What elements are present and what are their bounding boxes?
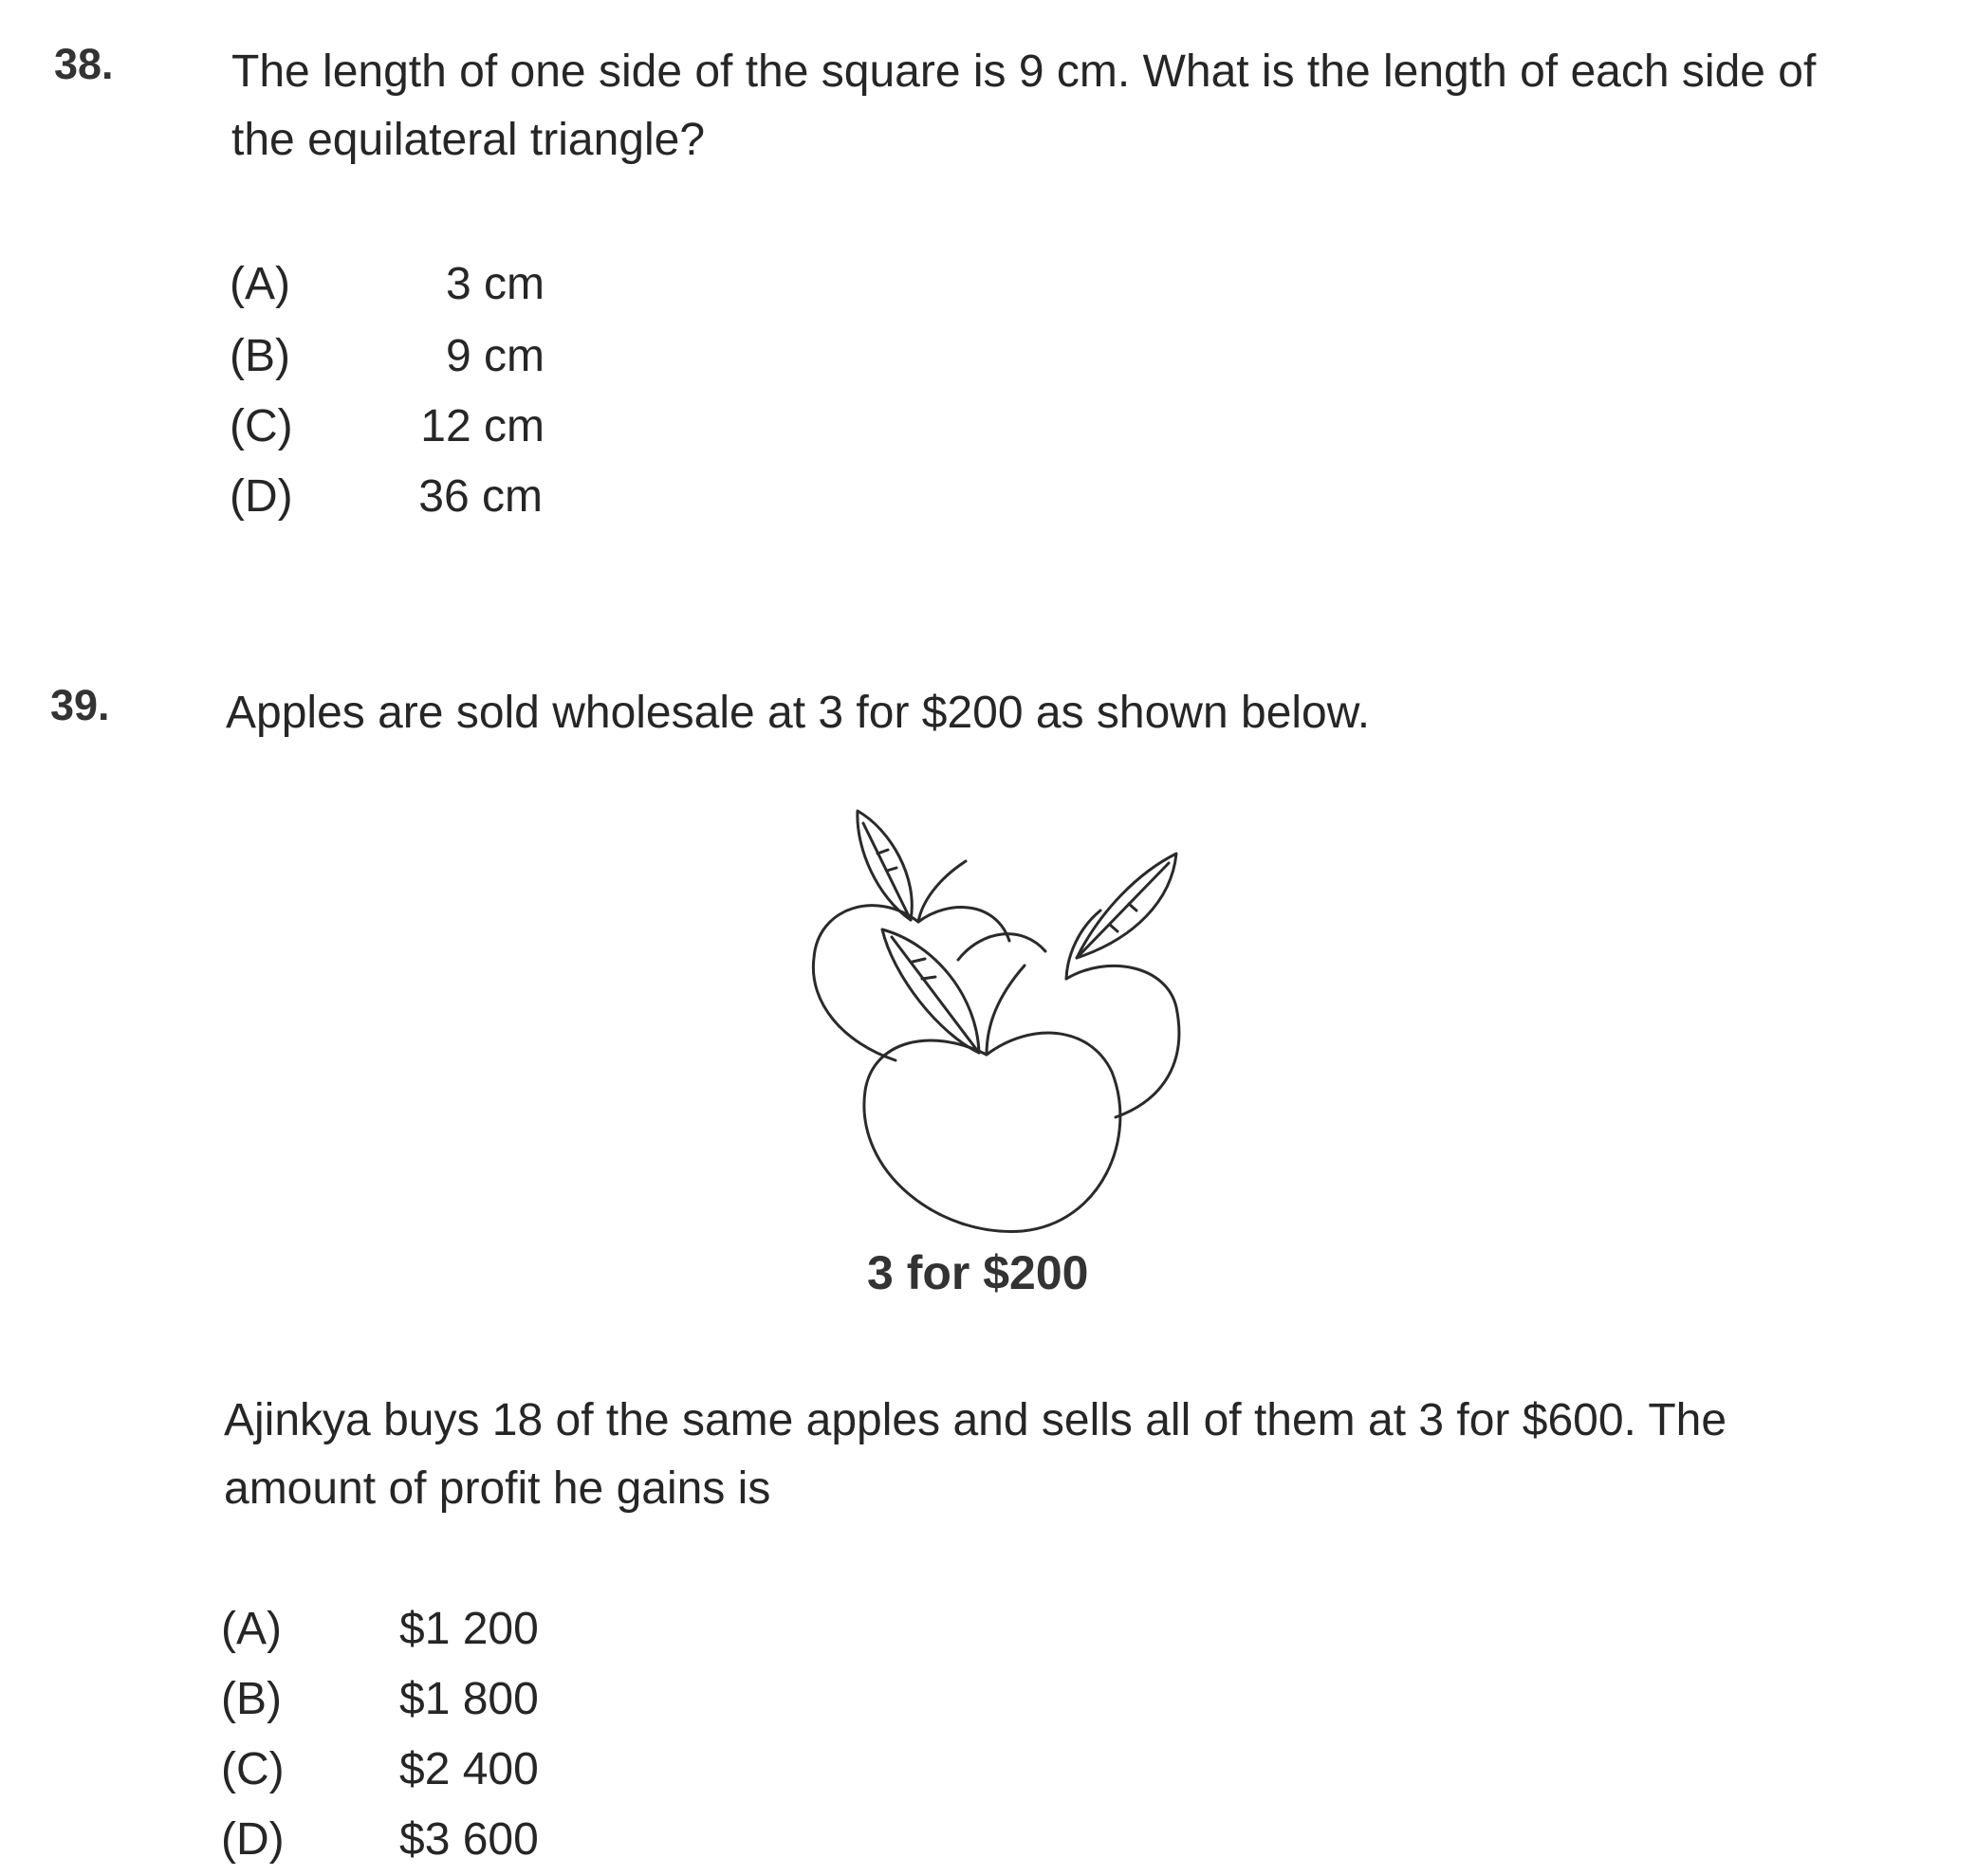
question-number: 39.: [50, 681, 110, 729]
illustration-caption: 3 for $200: [867, 1246, 1089, 1299]
option-d[interactable]: [230, 471, 552, 522]
option-letter: (A): [221, 1604, 282, 1654]
option-letter: (C): [221, 1744, 285, 1794]
apple-back-left: [813, 906, 918, 1060]
option-letter: (B): [230, 331, 290, 381]
option-value: 36 cm: [418, 471, 543, 522]
stem-left: [918, 861, 966, 922]
apple-back-right: [958, 934, 1045, 960]
apple-front: [864, 1033, 1120, 1231]
option-letter: (A): [230, 259, 290, 309]
option-c[interactable]: [230, 401, 552, 451]
question-text-line-1: The length of one side of the square is 9 cm. What is the length of each side of: [231, 46, 1817, 97]
option-c[interactable]: [221, 1744, 563, 1794]
option-letter: (D): [221, 1814, 285, 1865]
option-value: $1 200: [399, 1604, 539, 1654]
option-b[interactable]: [230, 331, 552, 381]
option-value: 12 cm: [420, 401, 545, 451]
option-letter: (D): [230, 471, 293, 522]
three-apples-illustration: [797, 797, 1195, 1242]
option-b[interactable]: [221, 1674, 563, 1724]
question-intro: Apples are sold wholesale at 3 for $200 as shown below.: [226, 688, 1371, 738]
option-a[interactable]: [221, 1604, 563, 1654]
option-value: $2 400: [399, 1744, 539, 1794]
question-text-line-1: Ajinkya buys 18 of the same apples and sells all of them at 3 for $600. The: [224, 1395, 1727, 1445]
option-d[interactable]: [221, 1814, 563, 1865]
question-text-line-2: amount of profit he gains is: [224, 1463, 771, 1514]
question-text-line-2: the equilateral triangle?: [231, 115, 706, 165]
question-number: 38.: [54, 40, 114, 88]
option-value: $3 600: [399, 1814, 539, 1865]
option-letter: (C): [230, 401, 293, 451]
option-letter: (B): [221, 1674, 282, 1724]
stem-front: [987, 966, 1025, 1055]
option-a[interactable]: [230, 259, 552, 309]
option-value: 9 cm: [445, 331, 545, 381]
option-value: 3 cm: [445, 259, 545, 309]
option-value: $1 800: [399, 1674, 539, 1724]
